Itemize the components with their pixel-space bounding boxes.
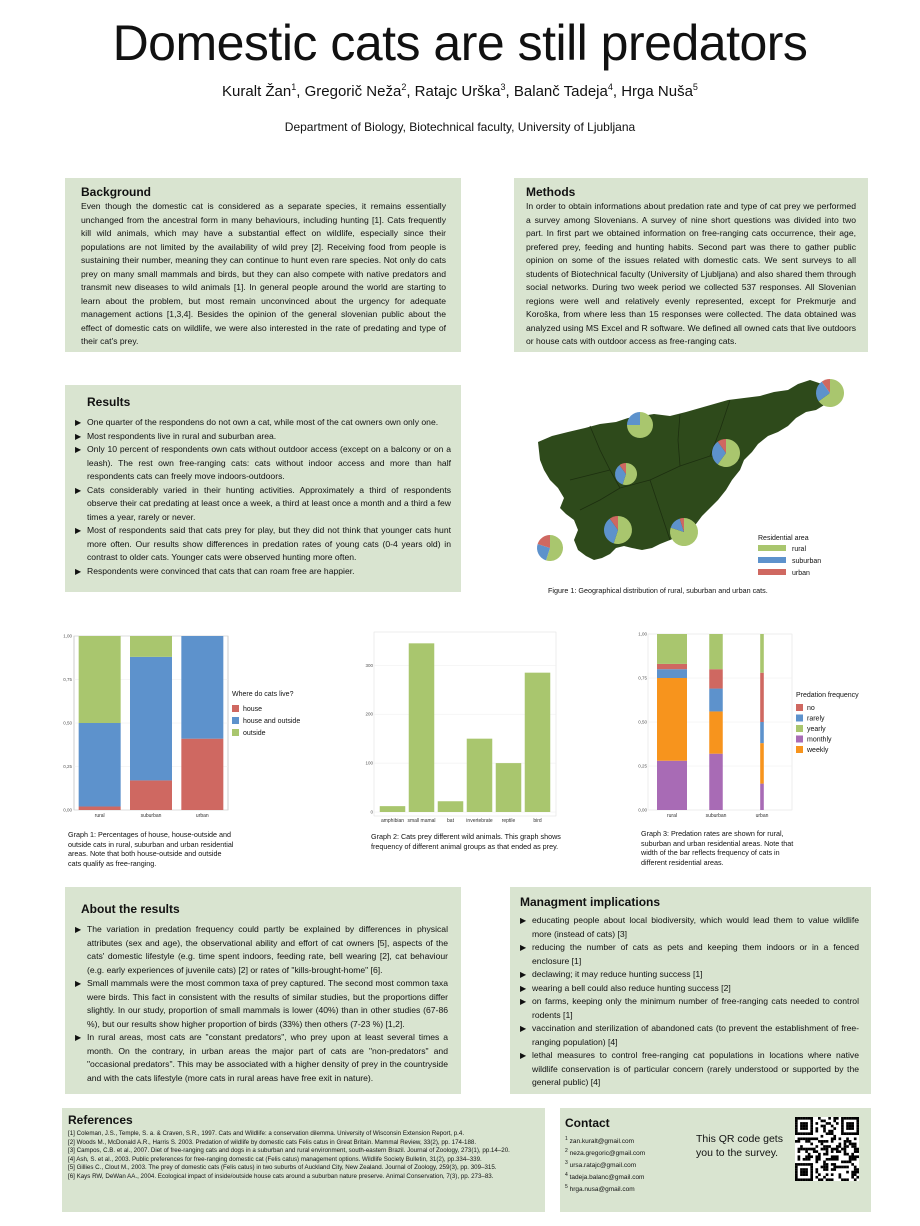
graph3-legend-label: monthly — [807, 736, 832, 744]
results-item: ▶ Most respondents live in rural and suburban area. — [75, 430, 451, 444]
graph3-legend-label: rarely — [807, 715, 825, 723]
graph2-x-tick: invertebrate — [466, 818, 493, 824]
management-item: ▶ educating people about local biodiversity, which would lead them to value wildlife more (instead of cats) [3] — [520, 914, 859, 941]
management-title: Managment implications — [520, 895, 661, 909]
graph2-bar — [380, 806, 406, 812]
contact-email[interactable]: $^1$ zan.kuralt@gmail.com — [565, 1136, 634, 1146]
graph2-x-tick: bat — [447, 818, 454, 824]
graph1-bar-segment — [79, 807, 121, 810]
author-name: Balanč Tadeja — [513, 83, 608, 100]
graph2-y-tick: 0 — [370, 809, 373, 815]
graph3-legend-label: no — [807, 705, 815, 712]
graph2-y-tick: 100 — [365, 760, 373, 766]
graph1-y-tick: 0,25 — [63, 764, 72, 769]
map-legend — [758, 545, 821, 577]
graph2-x-tick: small mamal — [407, 818, 436, 824]
graph3-bar-segment — [709, 634, 723, 669]
graph1-x-tick: rural — [94, 813, 105, 819]
graph3-bar-segment — [657, 678, 687, 761]
reference-item: [3] Campos, C.B. et al., 2007. Diet of free-ranging cats and dogs in a suburban and rural environment, south-eastern Brazil. Journal of Zoology, 273(1), pp.14–20. — [68, 1147, 510, 1154]
about-title: About the results — [81, 902, 180, 916]
methods-panel — [514, 178, 868, 352]
graph2-x-tick: reptile — [501, 818, 516, 824]
graph3-y-tick: 0,75 — [638, 675, 647, 681]
contact-email[interactable]: $^2$ neza.gregoric@gmail.com — [565, 1147, 646, 1158]
map-legend-label: suburban — [792, 558, 822, 565]
graph1-bar-segment — [130, 636, 172, 657]
about-item: ▶ The variation in predation frequency could partly be explained by differences in physical attributes (sex and age), the observational ability and effort of cat owners [5], aspects of the cats' domestic lifestyle (e.g. time spent indoors, feeding rate, bell wearing [2], cat behaviour (e.g. early experiences of juvenile cats) [2] or rates of "kills-brought-home" [6]. — [75, 923, 448, 977]
contact-email[interactable]: $^3$ ursa.ratajc@gmail.com — [565, 1159, 637, 1170]
graph3-bar-segment — [760, 784, 764, 810]
results-item: ▶ One quarter of the respondens do not own a cat, while most of the cat owners own only one. — [75, 416, 451, 430]
graph1-legend-swatch — [232, 705, 239, 712]
graph3-bar-segment — [709, 689, 723, 712]
map-legend-title: Residential area — [758, 535, 809, 542]
slovenia-map — [530, 370, 890, 600]
graph1-bar-segment — [79, 723, 121, 807]
poster-title: Domestic cats are still predators — [112, 15, 808, 71]
reference-item: [2] Woods M., McDonald A.R., Harris S. 2003. Predation of wildlife by domestic cats Felis catus in Great Britain. Mammal Review, 33(2), pp. 174-188. — [68, 1138, 477, 1146]
graph3-legend-swatch — [796, 715, 803, 722]
management-item: ▶ wearing a bell could also reduce hunting success [2] — [520, 982, 859, 996]
graph2-x-tick: bird — [533, 818, 542, 824]
contact-email[interactable]: $^4$ tadeja.balanc@gmail.com — [565, 1171, 645, 1182]
graph3-bar-segment — [760, 673, 764, 722]
graph2-bar — [525, 673, 551, 812]
graph3-legend-swatch — [796, 725, 803, 732]
graph1-legend-swatch — [232, 729, 239, 736]
graph1-y-tick: 0,00 — [63, 807, 72, 813]
graph1-bar-segment — [79, 636, 121, 723]
graph2-y-tick: 300 — [365, 662, 373, 668]
graph1-legend-label: outside — [243, 730, 266, 737]
contact-email[interactable]: $^5$ hrga.nusa@gmail.com — [565, 1183, 635, 1193]
graph1-y-tick: 0,50 — [63, 720, 72, 726]
graph3-x-tick: suburban — [705, 813, 727, 819]
results-panel — [65, 385, 461, 592]
graph3-legend-swatch — [796, 746, 803, 753]
graph1-bar-segment — [181, 739, 223, 810]
references-panel — [62, 1108, 545, 1212]
graph3-legend-swatch — [796, 704, 803, 711]
graph1-chart — [62, 626, 320, 826]
graph1-caption: Graph 1: Percentages of house, house-outside and outside cats in rural, suburban and urban residential areas. Note that both house-outside and outside cats qualify as free-ranging. — [68, 830, 234, 868]
results-item: ▶ Most of respondents said that cats prey for play, but they did not think that younger cats hunt more often. Our results show differences in predation rates of young cats (0-4 years old) in contrast to older cats. Younger cats were observed hunting more often. — [75, 524, 451, 565]
references-title: References — [68, 1113, 133, 1127]
author-affiliation: 5 — [692, 82, 698, 92]
results-title: Results — [87, 395, 131, 409]
author-list: Kuralt Žan$^1$, Gregorič Neža$^2$, Ratajc Urška$^3$, Balanč Tadeja$^4$, Hrga Nuša$^5$ — [222, 82, 698, 100]
department: Department of Biology, Biotechnical faculty, University of Ljubljana — [284, 120, 636, 134]
graph1-legend-title: Where do cats live? — [232, 691, 294, 698]
graph1-y-tick: 1,00 — [63, 633, 72, 639]
graph1-bar-segment — [130, 657, 172, 781]
results-list — [75, 416, 451, 578]
reference-item: [4] Ash, S. et al., 2003. Public preferences for free-ranging domestic cat (Felis catus) management options. Wildlife Society Bulletin, 31(2), pp.334–339. — [68, 1155, 482, 1163]
graph1-y-tick: 0,75 — [63, 677, 72, 682]
graph3-legend-title: Predation frequency — [796, 692, 859, 699]
map-caption: Figure 1: Geographical distribution of rural, suburban and urban cats. — [548, 586, 768, 595]
management-list — [520, 914, 859, 1090]
qr-code[interactable] — [795, 1117, 859, 1181]
map-legend-label: urban — [792, 570, 810, 577]
graph3-legend-label: weekly — [807, 747, 829, 754]
graph3-bar-segment — [709, 754, 723, 810]
management-item: ▶ declawing; it may reduce hunting success [1] — [520, 968, 859, 982]
graph1-legend-label: house and outside — [243, 718, 301, 725]
results-item: ▶ Cats considerably varied in their hunting activities. Approximately a third of respondents observe their cat predating at least once a week, a third at least once a month and a third a few times a year, rarely or never. — [75, 484, 451, 525]
graph3-caption: Graph 3: Predation rates are shown for rural, suburban and urban residential areas. Note that width of the bar reflects frequency of cats in different residential areas. — [641, 829, 794, 867]
author-name: Hrga Nuša — [621, 83, 693, 100]
graph3-bar-segment — [657, 664, 687, 669]
graph3-bar-segment — [657, 634, 687, 664]
methods-title: Methods — [526, 185, 576, 199]
graph1-legend-label: house — [243, 706, 263, 713]
contact-title: Contact — [565, 1116, 610, 1130]
graph2-y-tick: 200 — [365, 711, 373, 717]
graph2-bar — [409, 643, 435, 812]
methods-text: In order to obtain informations about predation rate and type of cat prey we performed a survey among Slovenians. A survey of nine short questions was divided into two part. In first part we obtained information on free-ranging cats occurrence, their age, prefered prey, feeding and hunting habits. Second part was there to gather public opinion on some of the issues related with domestic cats. We sent surveys to all students of Biotechnical faculty (University of Ljubljana) and also shared them through social networks. During two week period we collected 537 responses. All Slovenian regions were well and relatively evenly represented, except for Prekmurje and Koroška, from where less than 15 responses were collected. The data obtained was analyzed using MS Excel and R software. We defined all owned cats that live outdoors or house cats with outdoor access as free-ranging cats. — [526, 201, 856, 346]
about-panel — [65, 887, 461, 1094]
map-legend-swatch — [758, 545, 786, 551]
graph3-y-tick: 0,50 — [638, 719, 647, 725]
graph3-bar-segment — [760, 743, 764, 783]
map-legend-swatch — [758, 569, 786, 575]
graph1-legend-swatch — [232, 717, 239, 724]
reference-item: [5] Gillies C., Clout M., 2003. The prey of domestic cats (Felis catus) in two suburbs of Auckland City, New Zealand. Journal of Zoology, 259(3), pp. 309–315. — [68, 1164, 497, 1171]
graph2-x-tick: amphibian — [380, 818, 405, 824]
graph3-bar-segment — [760, 722, 764, 743]
graph2-caption: Graph 2: Cats prey different wild animals. This graph shows frequency of different animal groups as that ended as prey. — [371, 832, 561, 851]
management-panel — [510, 887, 871, 1094]
author-name: Gregorič Neža — [304, 83, 402, 100]
graph1-bar-segment — [181, 636, 223, 739]
author-name: Ratajc Urška — [414, 83, 501, 100]
graph3-legend-label: yearly — [807, 726, 826, 733]
graph3-x-tick: rural — [666, 813, 678, 819]
background-title: Background — [81, 185, 152, 199]
results-item: ▶ Only 10 percent of respondents own cats without outdoor access (except on a balcony or on a leash). The rest own free-ranging cats: cats without indoor access and more than half respondents cats can freely move indoors-outdoors. — [75, 443, 451, 484]
management-item: ▶ reducing the number of cats as pets and keeping them indoors or in a fenced enclosure [1] — [520, 941, 859, 968]
about-item: ▶ In rural areas, most cats are "constant predators", who prey upon at least several times a month. On the contrary, in urban areas the major part of cats are "non-predators" and "occasional predators". This may be associated with a higher density of prey in the countryside and with the cats lifestyle (more cats in rural areas have free exit in nature). — [75, 1031, 448, 1085]
graph3-y-tick: 0,25 — [638, 763, 647, 769]
graph3-x-tick: urban — [755, 813, 769, 819]
background-panel — [65, 178, 461, 352]
map-legend-label: rural — [792, 546, 807, 553]
graph3-bar-segment — [657, 669, 687, 678]
graph3-chart — [638, 626, 870, 826]
graph2-bar — [496, 763, 522, 812]
graph3-bar-segment — [760, 634, 764, 673]
graph2-bar — [438, 801, 464, 812]
map-legend-swatch — [758, 557, 786, 563]
map-figure — [530, 370, 890, 600]
author-affiliation: 1 — [291, 82, 297, 92]
references-list — [68, 1130, 539, 1181]
graph3-bar-segment — [657, 761, 687, 810]
graph2-bar — [467, 739, 493, 812]
graph1-x-tick: suburban — [140, 813, 162, 819]
about-item: ▶ Small mammals were the most common taxa of prey captured. The second most common taxa were birds. This fact in consistent with the results of similar studies, but the proportions differ slightly. In our study, proportion of small mammals is lower (40%) than in other studies (67-86 %), but our results show higher proportion of birds (33%) then others (7-23 %) [1,2]. — [75, 977, 448, 1031]
author-name: Kuralt Žan — [222, 83, 292, 100]
reference-item: [1] Coleman, J.S., Temple, S. a. & Craven, S.R., 1997. Cats and Wildlife: a conservation dilemma. University of Wisconsin Extension Report, p.4. — [68, 1130, 465, 1137]
author-affiliation: 3 — [500, 82, 506, 92]
management-item: ▶ on farms, keeping only the minimum number of free-ranging cats needed to control rodents [1] — [520, 995, 859, 1022]
graph3-bar-segment — [709, 669, 723, 688]
graph3-legend-swatch — [796, 736, 803, 743]
qr-text: This QR code gets you to the survey. — [696, 1133, 783, 1159]
results-item: ▶ Respondents were convinced that cats that can roam free are happier. — [75, 565, 451, 579]
pie-slice-suburban — [627, 412, 640, 425]
background-text: Even though the domestic cat is considered as a separate species, it remains essentially unchanged from the ancestral form in many behaviours, including hunting [1]. Cats frequently kill wild animals, which may have a substantial effect on wildlife, especially since their populations are not limited by the availability of wild prey [2]. Receiving food from people is sustaining their number, meaning they can continue to hunt even rare species. Not only do cats prey on many small mammals and birds, but they can also compete with native predators and transmit new diseases to wild animals [1]. In general people around the world are starting to learn about the problem, but most remain unconvinced about the urgency for adequate management actions [1,3,4]. Besides the opinion of the general slovenian public about the effect of domestic cats on wildlife, we were also interested in the rate of predating and type of their cat's prey. — [81, 201, 446, 346]
management-item: ▶ vaccination and sterilization of abandoned cats (to prevent the establishment of free-ranging population) [4] — [520, 1022, 859, 1049]
about-list — [75, 923, 448, 1085]
reference-item: [6] Kays RW, DeWan AA., 2004. Ecological impact of inside/outside house cats around a suburban nature preserve. Animal Conservation, 7(3), pp. 273–83. — [68, 1172, 494, 1180]
contact-panel — [560, 1108, 871, 1212]
management-item: ▶ lethal measures to control free-ranging cat populations in locations where native wildlife conservation is of particular concern (rarely understood or supported by the general public) [4] — [520, 1049, 859, 1090]
author-affiliation: 2 — [401, 82, 407, 92]
graph3-y-tick: 0,00 — [638, 807, 647, 813]
graph3-bar-segment — [709, 711, 723, 753]
graph3-y-tick: 1,00 — [638, 631, 647, 637]
author-affiliation: 4 — [607, 82, 613, 92]
graph1-bar-segment — [130, 780, 172, 810]
graph1-x-tick: urban — [195, 813, 209, 819]
graph2-chart — [364, 626, 564, 830]
